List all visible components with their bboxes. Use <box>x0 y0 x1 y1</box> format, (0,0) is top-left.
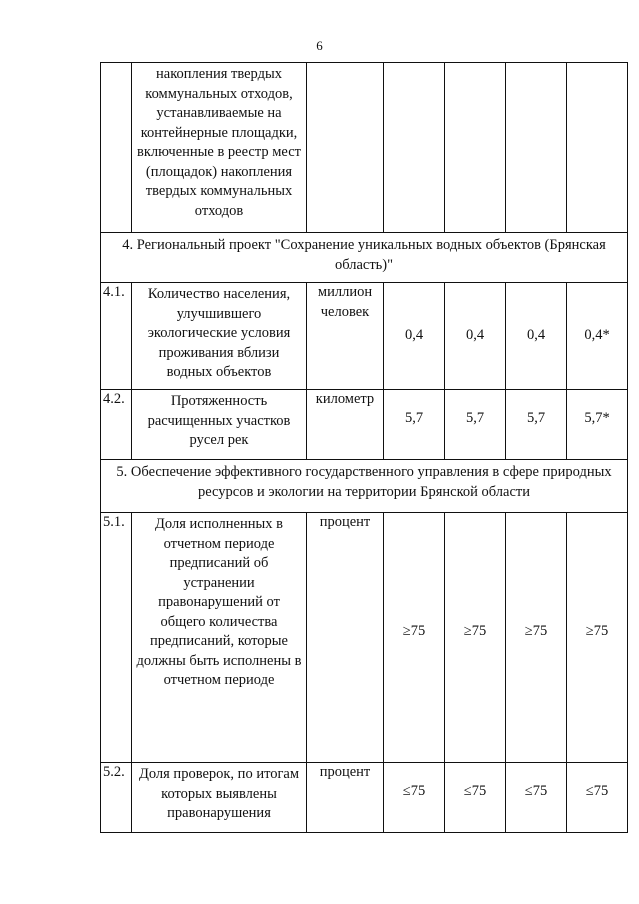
value-cell <box>445 63 506 233</box>
value-cell: 0,4 <box>445 283 506 390</box>
indicator-name-cell: Протяженность расчищенных участков русел рек <box>132 390 307 460</box>
section-header-row <box>101 233 628 283</box>
row-number: 5.1. <box>101 513 132 763</box>
indicator-name-cell: Доля исполненных в отчетном периоде предписаний об устранении правонарушений от общего количества предписаний, которые должны быть исполнены в отчетном периоде <box>132 513 307 763</box>
value-cell <box>384 63 445 233</box>
name-line: устанавливаемые на <box>156 105 282 121</box>
row-number: 4.1. <box>101 283 132 390</box>
name-line: накопления твердых <box>156 66 282 82</box>
value-cell: 5,7 <box>384 390 445 460</box>
table-row <box>101 390 628 460</box>
value-cell: 5,7 <box>445 390 506 460</box>
section-5-title: 5. Обеспечение эффективного государственного управления в сфере природных ресурсов и экологии на территории Брянской области <box>101 460 628 513</box>
row-number: 4.2. <box>101 390 132 460</box>
table-row <box>101 283 628 390</box>
value-cell <box>506 63 567 233</box>
value-cell: 5,7 <box>506 390 567 460</box>
unit-cell <box>307 63 384 233</box>
value-cell: 0,4* <box>567 283 628 390</box>
table-row <box>101 513 628 763</box>
row-number-cell <box>101 63 132 233</box>
row-number: 5.2. <box>101 763 132 833</box>
value-cell: 0,4 <box>506 283 567 390</box>
value-cell: ≥75 <box>506 513 567 763</box>
value-cell <box>567 63 628 233</box>
name-line: включенные в реестр мест <box>137 144 301 160</box>
value-cell: ≥75 <box>384 513 445 763</box>
name-line: коммунальных отходов, <box>145 85 293 102</box>
indicators-table <box>100 62 628 833</box>
name-line: отходов <box>194 202 244 219</box>
value-cell: ≥75 <box>567 513 628 763</box>
section-4-title: 4. Региональный проект "Сохранение уникальных водных объектов (Брянская область)" <box>101 233 628 283</box>
unit-cell: процент <box>307 763 384 833</box>
value-cell: ≥75 <box>445 513 506 763</box>
value-cell: 5,7* <box>567 390 628 460</box>
value-cell: ≤75 <box>506 763 567 833</box>
value-cell: ≤75 <box>567 763 628 833</box>
table-row <box>101 763 628 833</box>
name-line: контейнерные площадки, <box>140 124 298 141</box>
value-cell: 0,4 <box>384 283 445 390</box>
indicator-name-cell: Количество населения, улучшившего экологические условия проживания вблизи водных объектов <box>132 283 307 390</box>
unit-cell: процент <box>307 513 384 763</box>
table-row <box>101 63 628 233</box>
section-header-row <box>101 460 628 513</box>
indicator-name-cell <box>132 63 307 233</box>
unit-cell: миллион человек <box>307 283 384 390</box>
value-cell: ≤75 <box>384 763 445 833</box>
unit-cell: километр <box>307 390 384 460</box>
name-line: твердых коммунальных <box>145 183 293 199</box>
name-line: (площадок) накопления <box>145 163 293 180</box>
page-number: 6 <box>316 38 323 53</box>
value-cell: ≤75 <box>445 763 506 833</box>
indicator-name-cell: Доля проверок, по итогам которых выявлены правонарушения <box>132 763 307 833</box>
